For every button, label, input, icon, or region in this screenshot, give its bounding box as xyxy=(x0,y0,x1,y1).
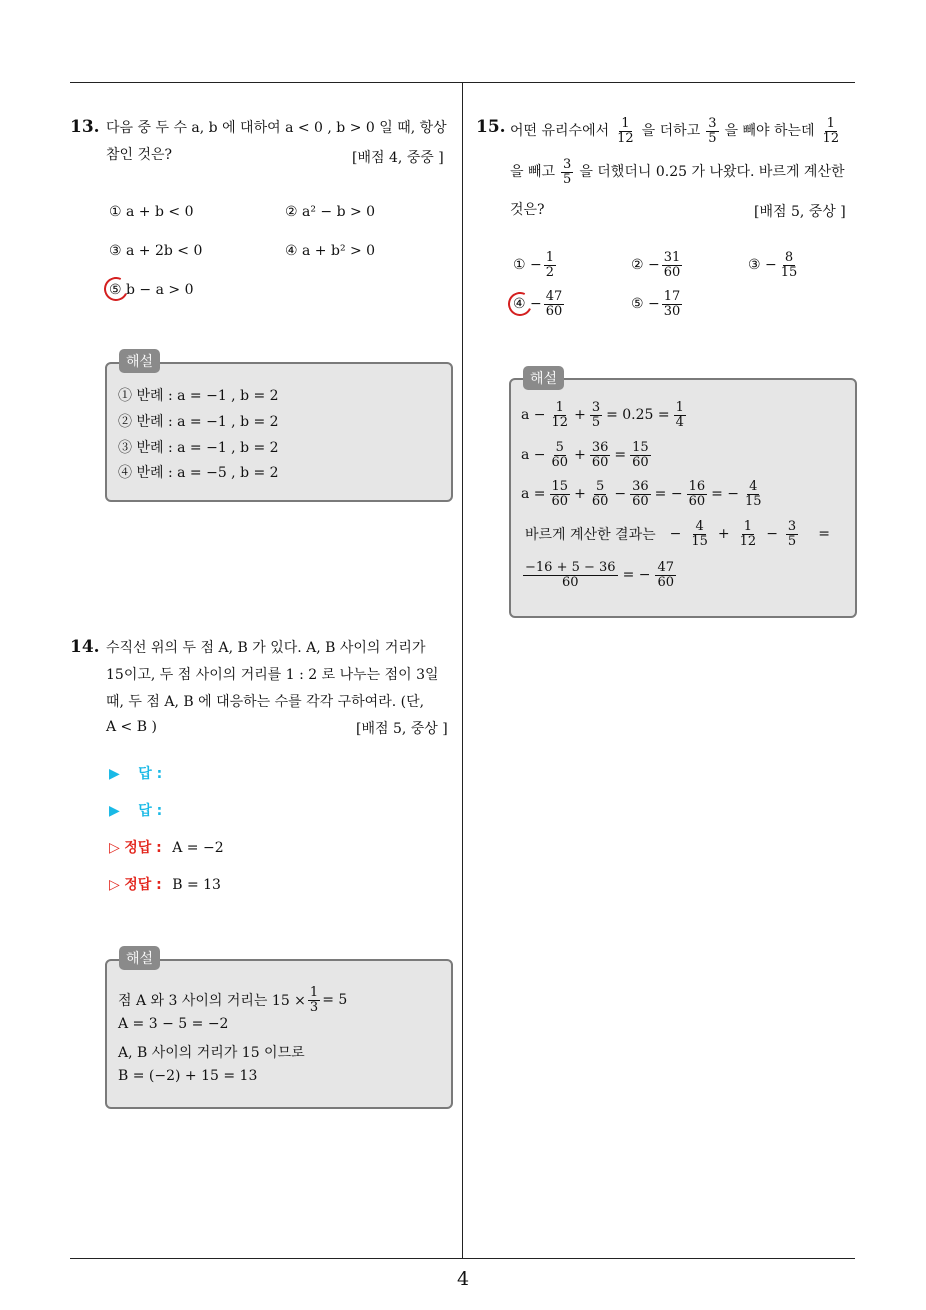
q15-number: 15. xyxy=(476,117,506,137)
correct-value: A = −2 xyxy=(172,840,224,856)
answer-arrow-icon: ▶ xyxy=(109,803,120,819)
fraction xyxy=(590,480,611,508)
q15-choice-3[interactable] xyxy=(748,251,801,279)
denominator: 60 xyxy=(545,303,563,319)
solution-text: − xyxy=(766,526,778,543)
q14-solution-line-4: B = (−2) + 15 = 13 xyxy=(118,1068,258,1084)
q15-text-line1 xyxy=(510,117,843,145)
solution-text: + xyxy=(574,486,586,503)
denominator: 5 xyxy=(563,171,572,187)
q13-choice-5[interactable]: ⑤ b − a > 0 xyxy=(109,282,194,298)
q14-text-line1: 수직선 위의 두 점 A, B 가 있다. A, B 사이의 거리가 xyxy=(106,640,426,656)
denominator: 60 xyxy=(551,454,569,470)
q14-answer-field-1[interactable] xyxy=(109,763,162,783)
answer-label: 답 : xyxy=(138,766,163,782)
q15-text-line3: 것은? xyxy=(510,202,545,218)
choice-sign: − xyxy=(648,257,660,274)
denominator: 60 xyxy=(632,493,649,509)
denominator: 60 xyxy=(663,264,681,280)
choice-label: ⑤ xyxy=(631,296,644,313)
denominator: 60 xyxy=(562,574,579,590)
denominator: 5 xyxy=(787,533,797,549)
solution-text: = − xyxy=(654,486,683,503)
correct-arrow-icon: ▷ xyxy=(109,877,120,893)
q15-solution-tab: 해설 xyxy=(523,366,564,390)
choice-sign: − xyxy=(765,257,777,274)
q13-number: 13. xyxy=(70,117,100,137)
q15-solution-line-4 xyxy=(525,520,830,548)
fraction xyxy=(630,480,651,508)
denominator: 2 xyxy=(545,264,555,280)
solution-text: + xyxy=(574,407,586,424)
solution-text: 점 A 와 3 사이의 거리는 15 × xyxy=(118,993,306,1010)
q15-text: 을 더했더니 0.25 가 나왔다. 바르게 계산한 xyxy=(579,163,845,180)
correct-value: B = 13 xyxy=(172,877,221,893)
fraction xyxy=(550,480,571,508)
q15-solution-line-3 xyxy=(521,480,766,508)
numerator: 1 xyxy=(621,116,630,131)
fraction xyxy=(689,520,710,548)
q13-solution-line-1: ① 반례 : a = −1 , b = 2 xyxy=(118,388,279,404)
solution-text: = 5 xyxy=(322,992,348,1009)
numerator: 1 xyxy=(545,250,555,265)
denominator: 30 xyxy=(663,303,681,319)
denominator: 15 xyxy=(691,533,708,549)
bottom-rule xyxy=(70,1258,855,1259)
numerator: 15 xyxy=(632,440,649,455)
numerator: 4 xyxy=(695,519,704,534)
fraction xyxy=(706,117,718,145)
numerator: −16 + 5 − 36 xyxy=(525,560,616,575)
numerator: 1 xyxy=(675,400,684,415)
denominator: 60 xyxy=(591,454,609,470)
fraction xyxy=(561,158,573,186)
q15-text: 을 빼고 xyxy=(510,163,556,180)
numerator: 3 xyxy=(591,400,601,415)
denominator: 12 xyxy=(739,533,757,549)
fraction xyxy=(590,401,602,429)
numerator: 17 xyxy=(663,289,681,304)
fraction xyxy=(743,480,764,508)
q13-choice-3[interactable]: ③ a + 2b < 0 xyxy=(109,243,203,259)
denominator: 12 xyxy=(822,130,840,146)
q13-choice-4[interactable]: ④ a + b² > 0 xyxy=(285,243,376,259)
q14-solution-box xyxy=(105,959,453,1109)
answer-arrow-icon: ▶ xyxy=(109,766,120,782)
numerator: 31 xyxy=(663,250,681,265)
fraction xyxy=(550,441,571,469)
numerator: 36 xyxy=(591,440,609,455)
q13-answer-mark-circle xyxy=(101,274,132,305)
fraction xyxy=(523,561,618,589)
denominator: 60 xyxy=(688,493,706,509)
fraction xyxy=(738,520,759,548)
q15-text: 을 빼야 하는데 xyxy=(724,122,815,139)
solution-text: + xyxy=(717,526,730,543)
denominator: 15 xyxy=(780,264,798,280)
solution-text: − xyxy=(669,526,682,543)
numerator: 8 xyxy=(784,250,794,265)
q14-text-line3: 때, 두 점 A, B 에 대응하는 수를 각각 구하여라. (단, xyxy=(106,694,425,710)
fraction xyxy=(544,290,565,318)
fraction xyxy=(779,251,800,279)
q13-text-line2: 참인 것은? xyxy=(106,147,173,163)
q14-solution-line-2: A = 3 − 5 = −2 xyxy=(118,1016,229,1032)
denominator: 60 xyxy=(632,454,649,470)
solution-text: a − xyxy=(521,407,546,424)
solution-text: = 0.25 = xyxy=(606,407,670,424)
choice-sign: − xyxy=(648,296,660,313)
solution-text: 바르게 계산한 결과는 xyxy=(525,527,656,544)
numerator: 47 xyxy=(545,289,563,304)
q13-score: [배점 4, 중중 ] xyxy=(352,150,444,166)
solution-text: − xyxy=(614,486,627,503)
numerator: 3 xyxy=(708,116,717,131)
fraction xyxy=(662,251,683,279)
correct-arrow-icon: ▷ xyxy=(109,840,120,856)
solution-text: = xyxy=(818,526,830,543)
denominator: 3 xyxy=(309,999,319,1015)
column-divider xyxy=(462,82,463,1258)
correct-label: 정답 : xyxy=(124,840,162,856)
fraction xyxy=(590,441,611,469)
q15-solution-line-1 xyxy=(521,401,688,429)
choice-label: ① xyxy=(513,257,526,274)
denominator: 60 xyxy=(551,493,569,509)
choice-label: ④ xyxy=(513,296,526,313)
numerator: 16 xyxy=(688,479,706,494)
q15-text-line2 xyxy=(510,158,845,186)
q14-solution-line-3: A, B 사이의 거리가 15 이므로 xyxy=(118,1045,305,1061)
fraction xyxy=(821,117,842,145)
numerator: 5 xyxy=(595,479,605,494)
choice-label: ② xyxy=(631,257,644,274)
q14-answer-field-2[interactable] xyxy=(109,800,162,820)
numerator: 1 xyxy=(555,400,564,415)
fraction xyxy=(630,441,651,469)
numerator: 3 xyxy=(563,157,572,172)
denominator: 5 xyxy=(708,130,717,146)
numerator: 3 xyxy=(787,519,797,534)
denominator: 5 xyxy=(591,414,601,430)
q13-solution-line-3: ③ 반례 : a = −1 , b = 2 xyxy=(118,440,279,456)
q13-solution-tab: 해설 xyxy=(119,349,160,373)
numerator: 4 xyxy=(749,479,758,494)
denominator: 60 xyxy=(657,574,675,590)
fraction xyxy=(687,480,708,508)
solution-text: a − xyxy=(521,447,546,464)
numerator: 47 xyxy=(657,560,675,575)
q15-choice-5[interactable] xyxy=(631,290,684,318)
solution-text: a = xyxy=(521,486,546,503)
fraction xyxy=(655,561,676,589)
q15-choice-1[interactable] xyxy=(513,251,558,279)
denominator: 12 xyxy=(551,414,569,430)
fraction xyxy=(615,117,636,145)
q14-correct-answer-2 xyxy=(109,874,221,894)
correct-label: 정답 : xyxy=(124,877,162,893)
q15-solution-line-2 xyxy=(521,441,653,469)
q14-number: 14. xyxy=(70,637,100,657)
numerator: 36 xyxy=(632,479,649,494)
fraction xyxy=(674,401,686,429)
q15-text: 어떤 유리수에서 xyxy=(510,122,610,139)
q13-solution-line-4: ④ 반례 : a = −5 , b = 2 xyxy=(118,465,279,481)
q13-text-line1: 다음 중 두 수 a, b 에 대하여 a < 0 , b > 0 일 때, 항상 xyxy=(106,120,447,136)
q15-text: 을 더하고 xyxy=(641,122,701,139)
fraction xyxy=(786,520,798,548)
solution-text: + xyxy=(574,447,586,464)
q13-solution-line-2: ② 반례 : a = −1 , b = 2 xyxy=(118,414,279,430)
q14-text-line4: A < B ) xyxy=(106,719,157,735)
numerator: 1 xyxy=(309,985,319,1000)
q14-solution-line-1 xyxy=(118,986,347,1014)
q14-solution-tab: 해설 xyxy=(119,946,160,970)
q14-correct-answer-1 xyxy=(109,837,224,857)
fraction xyxy=(308,986,320,1014)
denominator: 60 xyxy=(591,493,609,509)
q15-choice-2[interactable] xyxy=(631,251,684,279)
choice-sign: − xyxy=(530,296,542,313)
numerator: 15 xyxy=(551,479,569,494)
q14-text-line2: 15이고, 두 점 사이의 거리를 1 : 2 로 나누는 점이 3일 xyxy=(106,667,439,683)
q14-score: [배점 5, 중상 ] xyxy=(356,721,448,737)
numerator: 1 xyxy=(743,519,753,534)
answer-label: 답 : xyxy=(138,803,163,819)
numerator: 1 xyxy=(826,116,835,131)
fraction xyxy=(550,401,571,429)
q13-choice-1[interactable]: ① a + b < 0 xyxy=(109,204,194,220)
denominator: 12 xyxy=(617,130,634,146)
solution-text: = xyxy=(614,447,627,464)
solution-text: = − xyxy=(622,567,651,584)
q15-score: [배점 5, 중상 ] xyxy=(754,204,846,220)
denominator: 4 xyxy=(675,414,684,430)
page-number: 4 xyxy=(456,1268,470,1290)
choice-sign: − xyxy=(530,257,542,274)
q13-choice-2[interactable]: ② a² − b > 0 xyxy=(285,204,376,220)
fraction xyxy=(662,290,683,318)
choice-label: ③ xyxy=(748,257,761,274)
solution-text: = − xyxy=(711,486,740,503)
q15-solution-line-5 xyxy=(521,561,678,589)
denominator: 15 xyxy=(745,493,762,509)
numerator: 5 xyxy=(555,440,564,455)
fraction xyxy=(544,251,556,279)
